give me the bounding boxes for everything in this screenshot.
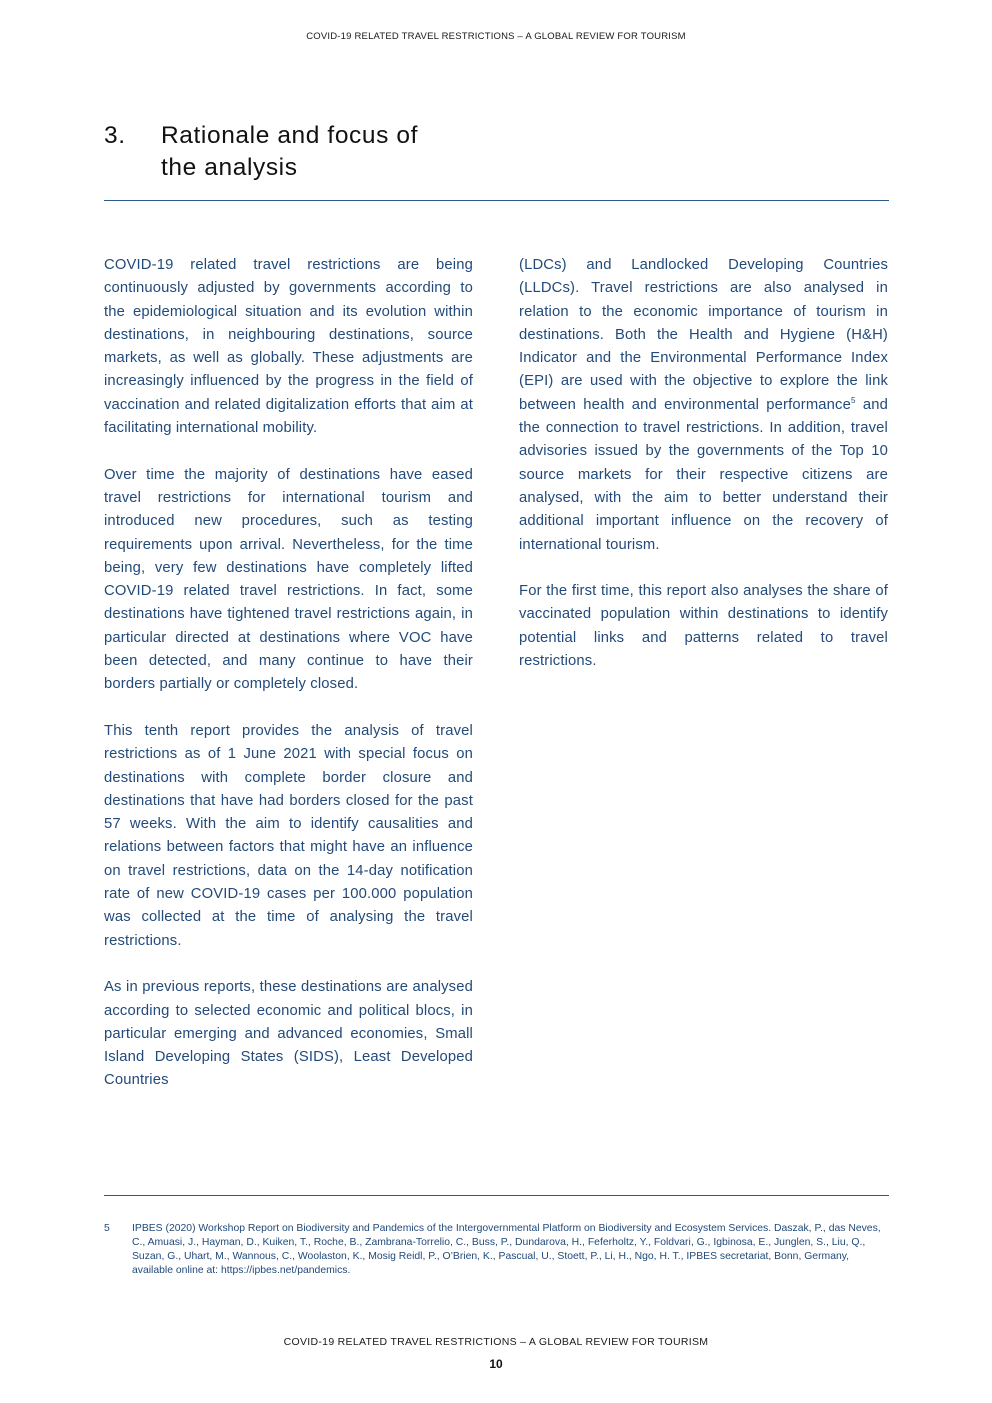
page-number: 10 <box>489 1357 503 1371</box>
footnote-text: IPBES (2020) Workshop Report on Biodiversity and Pandemics of the Intergovernmental Platform on Biodiversity and Ecosystem Services. Daszak, P., das Neves, C., Amuasi, J., Hayman, D., Kuiken, T., Roche, B., Zambrana-Torrelio, C., Buss, P., Dundarova, H., Feferholtz, Y., Foldvari, G., Igbinosa, E., Junglen, S., Liu, Q., Suzan, G., Uhart, M., Wannous, C., Woolaston, K., Mosig Reidl, P., O’Brien, K., Pascual, U., Stoett, P., Li, H., Ngo, H. T., IPBES secretariat, Bonn, Germany, available online at: https://ipbes.net/pandemics. <box>132 1223 881 1276</box>
ldcs-text-part-2: and the connection to travel restrictions. In addition, travel advisories issued by the governments of the Top 10 source markets for their respective citizens are analysed, with the aim to better understand their additional important influence on the recovery of international tourism. <box>519 396 888 553</box>
right-column <box>519 254 888 697</box>
heading-divider <box>104 200 889 201</box>
footnote-divider <box>104 1195 889 1196</box>
footnote-reference[interactable]: 5 <box>850 395 856 405</box>
footnote-number: 5 <box>104 1223 110 1234</box>
section-title-line-1: Rationale and focus of <box>161 122 419 149</box>
ldcs-text-part-1: (LDCs) and Landlocked Developing Countries (LLDCs). Travel restrictions are also analysed in relation to the economic importance of tourism in destinations. Both the Health and Hygiene (H&H) Indicator and the Environmental Performance Index (EPI) are used with the objective to explore the link between health and environmental performance <box>519 257 888 413</box>
paragraph-economic-blocs: As in previous reports, these destinations are analysed according to selected economic and political blocs, in particular emerging and advanced economies, Small Island Developing States (SIDS), Least Developed Countries <box>104 979 473 1089</box>
running-header: COVID-19 RELATED TRAVEL RESTRICTIONS – A GLOBAL REVIEW FOR TOURISM <box>306 31 686 42</box>
paragraph-eased-restrictions: Over time the majority of destinations have eased travel restrictions for international tourism and introduced new procedures, such as testing requirements upon arrival. Nevertheless, for the time being, very few destinations have completely lifted COVID-19 related travel restrictions. In fact, some destinations have tightened travel restrictions again, in particular directed at destinations where VOC have been detected, and many continue to have their borders partially or completely closed. <box>104 466 473 693</box>
footnote <box>104 1222 889 1278</box>
section-title-line-2: the analysis <box>161 154 298 181</box>
running-footer: COVID-19 RELATED TRAVEL RESTRICTIONS – A GLOBAL REVIEW FOR TOURISM <box>283 1336 709 1348</box>
paragraph-ldcs-analysis <box>519 254 888 557</box>
left-column <box>104 254 473 1116</box>
section-number: 3. <box>104 122 126 149</box>
paragraph-vaccinated-share: For the first time, this report also analyses the share of vaccinated population within destinations to identify potential links and patterns related to travel restrictions. <box>519 583 888 670</box>
paragraph-tenth-report: This tenth report provides the analysis of travel restrictions as of 1 June 2021 with special focus on destinations with complete border closure and destinations that have had borders closed for the past 57 weeks. With the aim to identify causalities and relations between factors that might have an influence on travel restrictions, data on the 14-day notification rate of new COVID-19 cases per 100.000 population was collected at the time of analysing the travel restrictions. <box>104 722 473 949</box>
section-heading <box>104 120 524 184</box>
paragraph-restrictions-adjusted: COVID-19 related travel restrictions are being continuously adjusted by governments according to the epidemiological situation and its evolution within destinations, in neighbouring destinations, source markets, as well as globally. These adjustments are increasingly influenced by the progress in the field of vaccination and related digitalization efforts that aim at facilitating international mobility. <box>104 257 473 437</box>
